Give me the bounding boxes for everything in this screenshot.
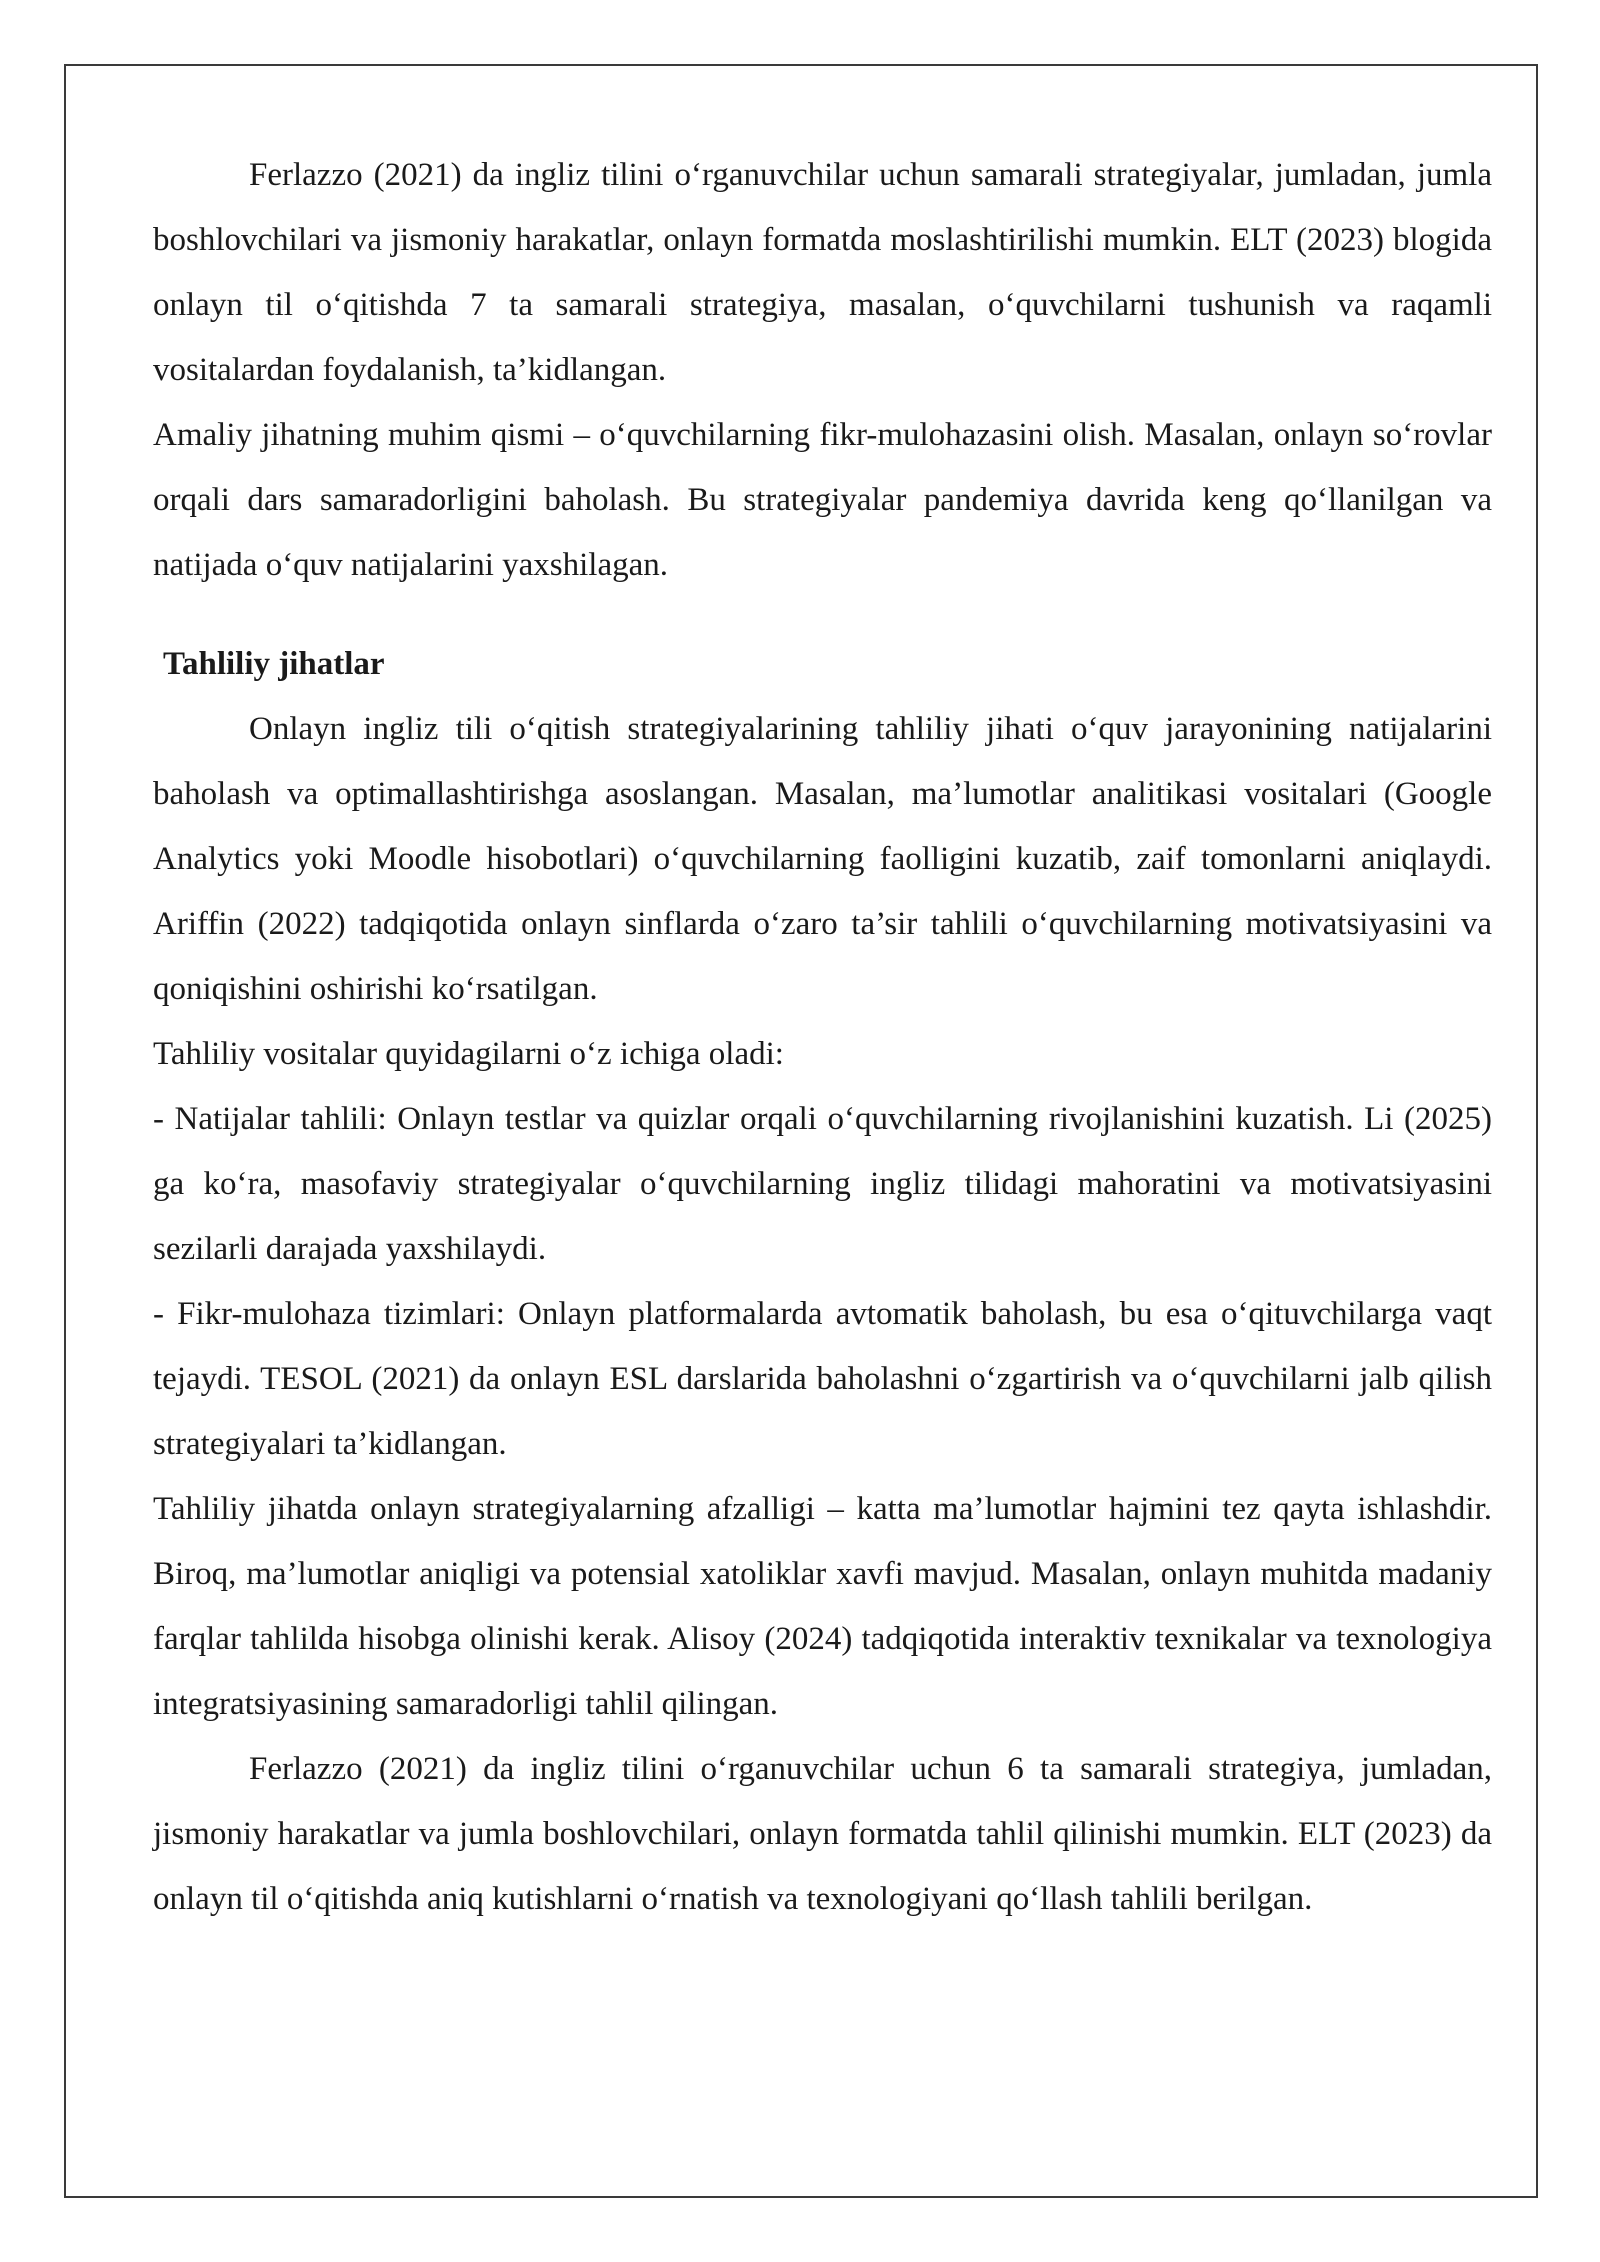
paragraph-amaliy-jihat: Amaliy jihatning muhim qismi – o‘quvchilarning fikr-mulohazasini olish. Masalan, onlayn so‘rovlar orqali dars samaradorligini baholash. Bu strategiyalar pandemiya davrida keng qo‘llanilgan va natijada o‘quv natijalarini yaxshilagan. bbox=[153, 417, 1492, 583]
paragraph-ferlazzo-closing: Ferlazzo (2021) da ingliz tilini o‘rganuvchilar uchun 6 ta samarali strategiya, jumladan, jismoniy harakatlar va jumla boshlovchilari, onlayn formatda tahlil qilinishi mumkin. ELT (2023) da onlayn til o‘qitishda aniq kutishlarni o‘rnatish va texnologiyani qo‘llash tahlili berilgan. bbox=[153, 1751, 1492, 1917]
paragraph-tahliliy-intro: Onlayn ingliz tili o‘qitish strategiyalarining tahliliy jihati o‘quv jarayonining natijalarini baholash va optimallashtirishga asoslangan. Masalan, ma’lumotlar analitikasi vositalari (Google Analytics yoki Moodle hisobotlari) o‘quvchilarning faolligini kuzatib, zaif tomonlarni aniqlaydi. Ariffin (2022) tadqiqotida onlayn sinflarda o‘zaro ta’sir tahlili o‘quvchilarning motivatsiyasini va qoniqishini oshirishi ko‘rsatilgan. bbox=[153, 711, 1492, 1007]
paragraph-tahliliy-vositalar: Tahliliy vositalar quyidagilarni o‘z ichiga oladi: bbox=[153, 1036, 784, 1072]
list-item-fikr-mulohaza: - Fikr-mulohaza tizimlari: Onlayn platformalarda avtomatik baholash, bu esa o‘qituvchilarga vaqt tejaydi. TESOL (2021) da onlayn ESL darslarida baholashni o‘zgartirish va o‘quvchilarni jalb qilish strategiyalari ta’kidlangan. bbox=[153, 1296, 1492, 1462]
paragraph-ferlazzo-intro: Ferlazzo (2021) da ingliz tilini o‘rganuvchilar uchun samarali strategiyalar, jumladan, jumla boshlovchilari va jismoniy harakatlar, onlayn formatda moslashtirilishi mumkin. ELT (2023) blogida onlayn til o‘qitishda 7 ta samarali strategiya, masalan, o‘quvchilarni tushunish va raqamli vositalardan foydalanish, ta’kidlangan. bbox=[153, 157, 1492, 388]
document-body bbox=[153, 143, 1492, 1932]
paragraph-afzallik: Tahliliy jihatda onlayn strategiyalarning afzalligi – katta ma’lumotlar hajmini tez qayta ishlashdir. Biroq, ma’lumotlar aniqligi va potensial xatoliklar xavfi mavjud. Masalan, onlayn muhitda madaniy farqlar tahlilda hisobga olinishi kerak. Alisoy (2024) tadqiqotida interaktiv texnikalar va texnologiya integratsiyasining samaradorligi tahlil qilingan. bbox=[153, 1491, 1492, 1722]
section-heading: Tahliliy jihatlar bbox=[163, 646, 385, 682]
list-item-natijalar: - Natijalar tahlili: Onlayn testlar va quizlar orqali o‘quvchilarning rivojlanishini kuzatish. Li (2025) ga ko‘ra, masofaviy strategiyalar o‘quvchilarning ingliz tilidagi mahoratini va motivatsiyasini sezilarli darajada yaxshilaydi. bbox=[153, 1101, 1492, 1267]
